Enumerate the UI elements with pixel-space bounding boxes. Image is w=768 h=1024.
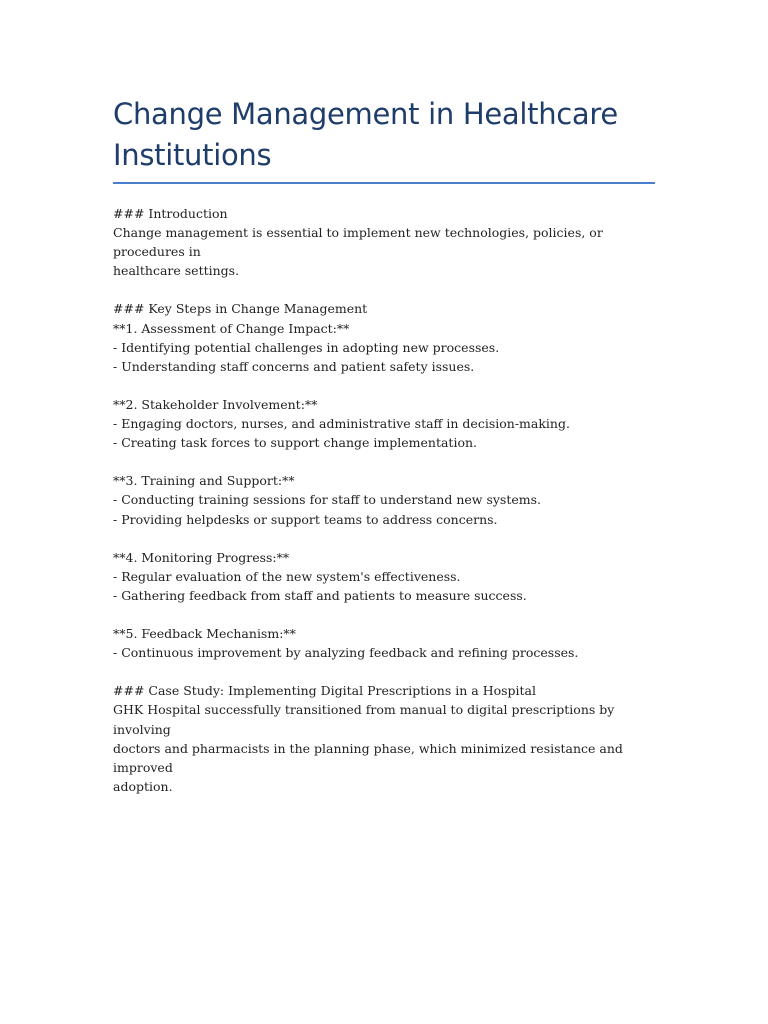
paragraph-gap	[113, 529, 658, 548]
paragraph-gap	[113, 376, 658, 395]
text-line: Change management is essential to implement new technologies, policies, or procedures in	[113, 225, 607, 260]
paragraph-gap	[113, 280, 658, 299]
document-title: Change Management in Healthcare Institutions	[113, 97, 618, 172]
paragraph-gap	[113, 662, 658, 681]
paragraph-stakeholder	[113, 395, 658, 452]
step-heading: **2. Stakeholder Involvement:**	[113, 396, 318, 412]
step-heading: **4. Monitoring Progress:**	[113, 549, 290, 565]
text-line: doctors and pharmacists in the planning phase, which minimized resistance and improved	[113, 740, 627, 775]
step-heading: **1. Assessment of Change Impact:**	[113, 320, 350, 336]
document-body	[113, 204, 658, 796]
paragraph-gap	[113, 605, 658, 624]
bullet-line: - Creating task forces to support change implementation.	[113, 435, 477, 451]
paragraph-training	[113, 471, 658, 528]
text-line: GHK Hospital successfully transitioned from manual to digital prescriptions by involving	[113, 702, 619, 737]
heading-key-steps: ### Key Steps in Change Management	[113, 301, 368, 317]
step-heading: **5. Feedback Mechanism:**	[113, 626, 296, 642]
bullet-line: - Conducting training sessions for staff to understand new systems.	[113, 492, 541, 508]
bullet-line: - Providing helpdesks or support teams to address concerns.	[113, 511, 498, 527]
paragraph-key-steps	[113, 299, 658, 375]
title-underline	[113, 182, 655, 184]
paragraph-introduction	[113, 204, 658, 280]
step-heading: **3. Training and Support:**	[113, 473, 295, 489]
document-page	[113, 94, 658, 796]
bullet-line: - Regular evaluation of the new system's effectiveness.	[113, 568, 461, 584]
text-line: healthcare settings.	[113, 263, 240, 279]
bullet-line: - Gathering feedback from staff and patients to measure success.	[113, 587, 527, 603]
text-line: adoption.	[113, 778, 173, 794]
bullet-line: - Engaging doctors, nurses, and administrative staff in decision-making.	[113, 416, 570, 432]
paragraph-monitoring	[113, 548, 658, 605]
bullet-line: - Continuous improvement by analyzing feedback and refining processes.	[113, 645, 579, 661]
paragraph-gap	[113, 452, 658, 471]
bullet-line: - Identifying potential challenges in adopting new processes.	[113, 339, 500, 355]
bullet-line: - Understanding staff concerns and patient safety issues.	[113, 358, 475, 374]
paragraph-case-study	[113, 681, 658, 796]
heading-introduction: ### Introduction	[113, 206, 228, 221]
heading-case-study: ### Case Study: Implementing Digital Prescriptions in a Hospital	[113, 683, 537, 699]
paragraph-feedback	[113, 624, 658, 662]
